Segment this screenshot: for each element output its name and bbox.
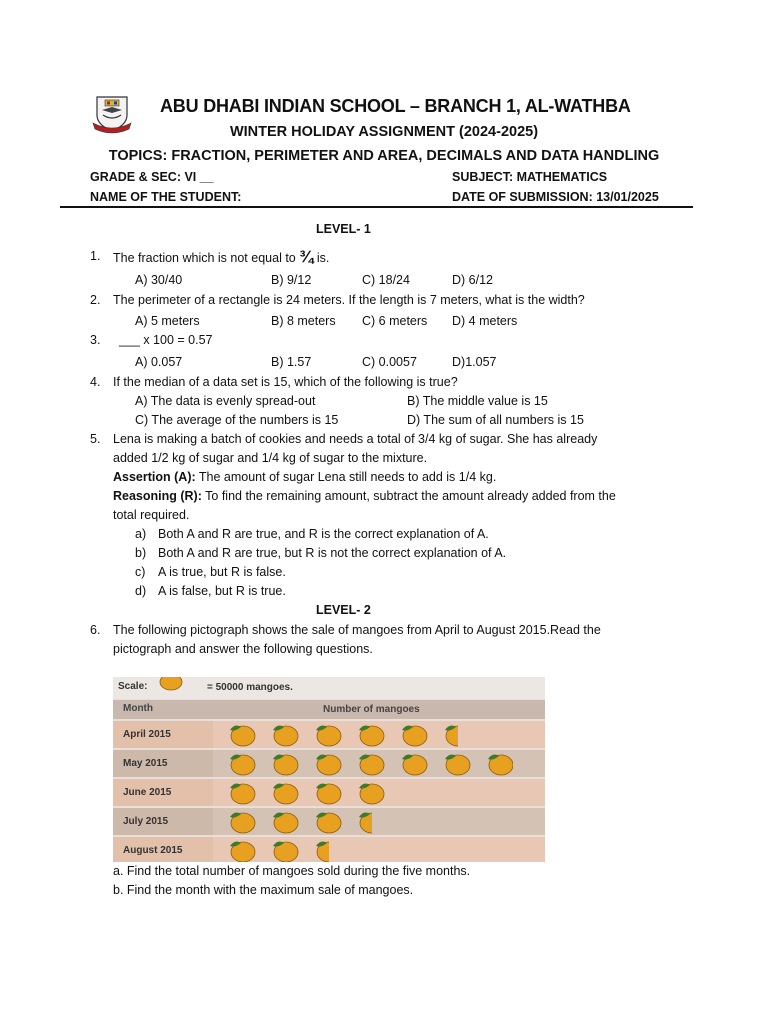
question-6-number: 6. [90,623,101,637]
pictograph-month-cell [113,750,213,777]
assignment-title: WINTER HOLIDAY ASSIGNMENT (2024-2025) [229,124,539,140]
mango-scale-icon [158,677,184,691]
mango-icon [445,755,470,775]
question-1-option-a: A) 30/40 [135,273,183,287]
question-3-text: ___ x 100 = 0.57 [119,333,213,347]
mango-count-column-header: Number of mangoes [323,704,420,715]
question-1-option-c: C) 18/24 [362,273,410,287]
question-6-line-2: pictograph and answer the following questions. [113,642,373,656]
mango-icon [230,813,255,833]
question-6-line-1: The following pictograph shows the sale of mangoes from April to August 2015.Read the [113,623,601,637]
mango-icon [445,726,470,746]
question-2-option-a: A) 5 meters [135,314,200,328]
question-5-reasoning [113,489,616,504]
question-5-option-d-letter: d) [135,584,147,598]
question-2-number: 2. [90,293,101,307]
scale-text: = 50000 mangoes. [207,682,293,693]
question-1-option-d: D) 6/12 [452,273,493,287]
pictograph-mango-icons [213,750,513,777]
mango-icon [230,726,255,746]
assertion-text: The amount of sugar Lena still needs to add is 1/4 kg. [195,470,497,484]
question-5-assertion [113,470,496,485]
question-6-part-b: b. Find the month with the maximum sale of mangoes. [113,883,414,897]
question-1-number: 1. [90,249,101,263]
mango-icon [273,842,298,862]
pictograph-row [113,779,545,806]
pictograph-header-row [113,700,545,719]
pictograph-month-label: April 2015 [123,729,171,740]
mango-icon [316,755,341,775]
question-1-option-b: B) 9/12 [271,273,312,287]
mango-icon [402,726,427,746]
question-2-option-b: B) 8 meters [271,314,336,328]
pictograph-month-cell [113,721,213,748]
mango-icon [359,755,384,775]
pictograph-row [113,837,545,862]
pictograph-month-label: May 2015 [123,758,168,769]
mango-icon [273,755,298,775]
mango-icon [230,755,255,775]
level-2-heading: LEVEL- 2 [316,603,371,617]
assertion-label: Assertion (A): [113,470,196,484]
question-4-text: If the median of a data set is 15, which of the following is true? [113,375,458,389]
question-5-number: 5. [90,432,101,446]
pictograph-month-label: June 2015 [123,787,172,798]
student-name-label: NAME OF THE STUDENT: [90,190,242,204]
question-2-option-c: C) 6 meters [362,314,428,328]
question-1-fraction: ¾ [299,247,314,266]
question-5-option-d: A is false, but R is true. [158,584,286,598]
question-5-line-1: Lena is making a batch of cookies and needs a total of 3/4 kg of sugar. She has already [113,432,598,446]
topics-heading: TOPICS: FRACTION, PERIMETER AND AREA, DECIMALS AND DATA HANDLING [108,148,660,164]
question-4-option-b: B) The middle value is 15 [407,394,548,408]
question-5-option-a-letter: a) [135,527,147,541]
month-column-header: Month [123,703,153,714]
submission-date: DATE OF SUBMISSION: 13/01/2025 [452,190,659,204]
question-3-number: 3. [90,333,101,347]
question-4-number: 4. [90,375,101,389]
question-3-option-b: B) 1.57 [271,355,312,369]
question-2-text: The perimeter of a rectangle is 24 meters. If the length is 7 meters, what is the width? [113,293,585,307]
level-1-heading: LEVEL- 1 [316,222,371,236]
pictograph-mango-icons [213,721,513,748]
mango-icon [316,813,341,833]
question-5-option-c-letter: c) [135,565,146,579]
question-5-option-a: Both A and R are true, and R is the correct explanation of A. [158,527,489,541]
pictograph-mango-icons [213,779,513,806]
pictograph-mango-icons [213,808,513,835]
pictograph-mango-icons [213,837,513,862]
question-5-line-2: added 1/2 kg of sugar and 1/4 kg of sugar to the mixture. [113,451,428,465]
mango-icon [488,755,513,775]
reasoning-label: Reasoning (R): [113,489,202,503]
question-4-option-c: C) The average of the numbers is 15 [135,413,339,427]
question-6-part-a: a. Find the total number of mangoes sold during the five months. [113,864,471,878]
mango-icon [359,784,384,804]
question-3-option-c: C) 0.0057 [362,355,417,369]
pictograph-row [113,750,545,777]
pictograph-month-cell [113,808,213,835]
pictograph-month-label: August 2015 [123,845,183,856]
question-3-option-d: D)1.057 [452,355,497,369]
mango-icon [316,842,341,862]
mango-icon [359,813,384,833]
pictograph-scale-row [113,677,545,699]
mango-icon [230,784,255,804]
pictograph-row [113,721,545,748]
mango-icon [230,842,255,862]
mango-pictograph [113,677,545,862]
reasoning-text: To find the remaining amount, subtract the amount already added from the [201,489,616,503]
mango-icon [316,784,341,804]
mango-icon [273,813,298,833]
mango-icon [316,726,341,746]
question-5-option-c: A is true, but R is false. [158,565,286,579]
mango-icon [402,755,427,775]
mango-icon [359,726,384,746]
question-2-option-d: D) 4 meters [452,314,518,328]
question-5-reasoning-line-2: total required. [113,508,190,522]
question-1-text-start: The fraction which is not equal to [113,251,296,265]
question-3-option-a: A) 0.057 [135,355,183,369]
mango-icon [273,784,298,804]
pictograph-month-label: July 2015 [123,816,169,827]
question-5-option-b: Both A and R are true, but R is not the correct explanation of A. [158,546,507,560]
grade-section: GRADE & SEC: VI __ [90,170,214,184]
question-1-text-end: is. [316,251,330,265]
school-name: ABU DHABI INDIAN SCHOOL – BRANCH 1, AL-WATHBA [160,96,631,116]
pictograph-month-cell [113,837,213,862]
question-1-text [113,249,329,266]
question-4-option-d: D) The sum of all numbers is 15 [407,413,584,427]
scale-label: Scale: [118,681,148,692]
mango-icon [273,726,298,746]
question-5-option-b-letter: b) [135,546,147,560]
subject-label: SUBJECT: MATHEMATICS [452,170,608,184]
header-divider [60,206,693,208]
pictograph-row [113,808,545,835]
question-4-option-a: A) The data is evenly spread-out [135,394,316,408]
pictograph-month-cell [113,779,213,806]
